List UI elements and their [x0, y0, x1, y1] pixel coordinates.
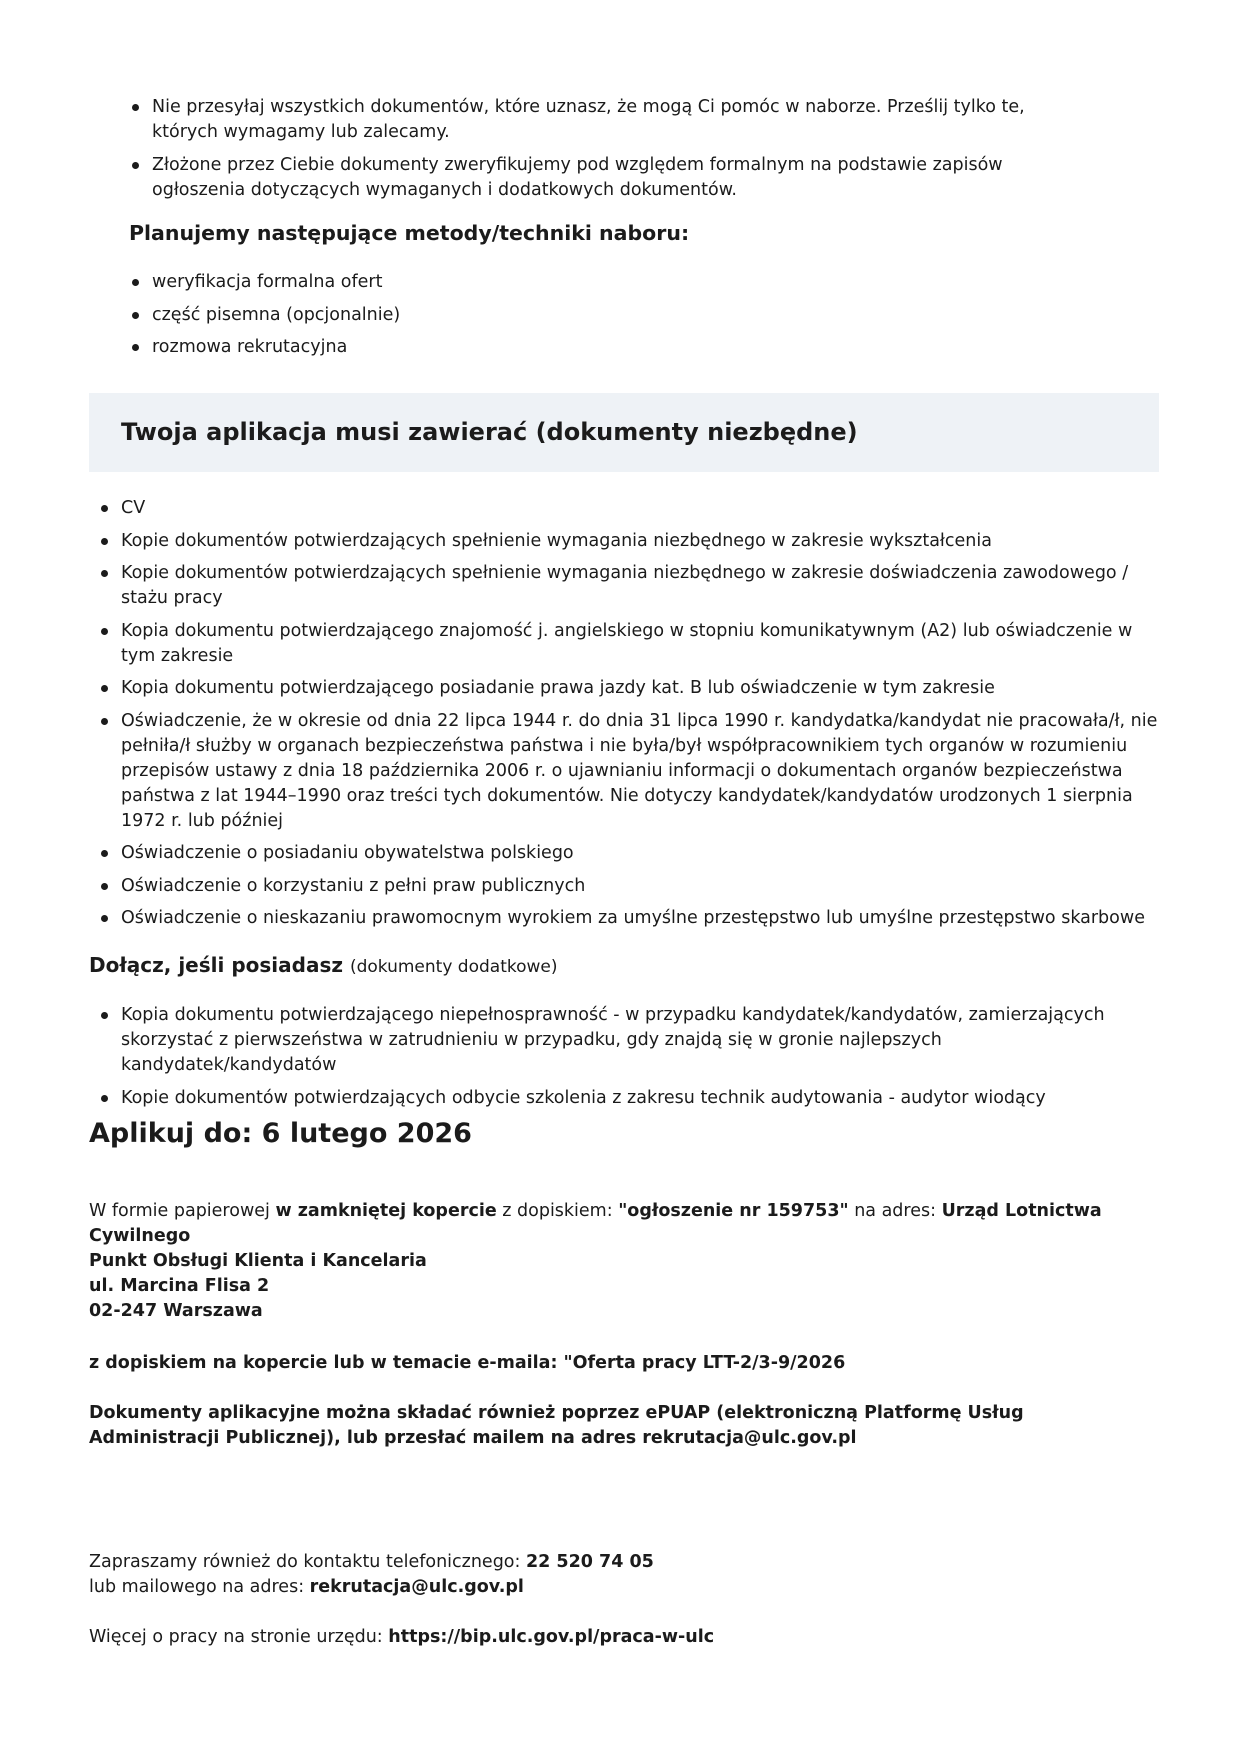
required-docs-header [89, 393, 1159, 472]
address-street: ul. Marcina Flisa 2 [89, 1276, 270, 1296]
required-docs-heading: Twoja aplikacja musi zawierać (dokumenty niezbędne) [121, 418, 858, 446]
optional-docs-list [121, 1003, 1161, 1118]
website-link[interactable]: https://bip.ulc.gov.pl/praca-w-ulc [388, 1627, 715, 1647]
deadline-heading: Aplikuj do: 6 lutego 2026 [89, 1118, 472, 1149]
list-item: Nie przesyłaj wszystkich dokumentów, które uznasz, że mogą Ci pomóc w naborze. Prześlij tylko te, których wymagamy lub zalecamy. [152, 95, 1092, 145]
address-institution: Urząd Lotnictwa Cywilnego [89, 1201, 1102, 1246]
list-item: Kopia dokumentu potwierdzającego znajomość j. angielskiego w stopniu komunikatywnym (A2) lub oświadczenie w tym zakresie [121, 619, 1161, 669]
website-info: Więcej o pracy na stronie urzędu: https://bip.ulc.gov.pl/praca-w-ulc [89, 1627, 715, 1647]
methods-list [152, 270, 1092, 368]
list-item: rozmowa rekrutacyjna [152, 335, 1092, 360]
list-item: CV [121, 496, 1161, 521]
epuap-note: Dokumenty aplikacyjne można składać również poprzez ePUAP (elektroniczną Platformę Usług Administracji Publicznej), lub przesłać mailem na adres rekrutacja@ulc.gov.pl [89, 1403, 1024, 1448]
list-item: część pisemna (opcjonalnie) [152, 303, 1092, 328]
list-item: Oświadczenie o posiadaniu obywatelstwa polskiego [121, 841, 1161, 866]
instructions-list [152, 95, 1092, 210]
list-item: Oświadczenie o nieskazaniu prawomocnym wyrokiem za umyślne przestępstwo lub umyślne przestępstwo skarbowe [121, 906, 1161, 931]
subject-note: z dopiskiem na kopercie lub w temacie e-maila: "Oferta pracy LTT-2/3-9/2026 [89, 1353, 846, 1373]
application-method-text: W formie papierowej w zamkniętej kopercie z dopiskiem: "ogłoszenie nr 159753" na adres: Urząd Lotnictwa Cywilnego Punkt Obsługi Klienta i Kancelaria ul. Marcina Flisa 2 02-247 Warszawa [89, 1201, 1102, 1321]
list-item: Złożone przez Ciebie dokumenty zweryfikujemy pod względem formalnym na podstawie zapisów ogłoszenia dotyczących wymaganych i dodatkowych dokumentów. [152, 153, 1092, 203]
list-item: weryfikacja formalna ofert [152, 270, 1092, 295]
list-item: Oświadczenie o korzystaniu z pełni praw publicznych [121, 874, 1161, 899]
optional-docs-heading [89, 953, 558, 977]
list-item: Kopie dokumentów potwierdzających spełnienie wymagania niezbędnego w zakresie doświadczenia zawodowego / stażu pracy [121, 561, 1161, 611]
list-item: Kopia dokumentu potwierdzającego niepełnosprawność - w przypadku kandydatek/kandydatów, zamierzających skorzystać z pierwszeństwa w zatrudnieniu w przypadku, gdy znajdą się w gronie najlepszych kandydatek/kandydatów [121, 1003, 1161, 1078]
required-docs-list [121, 496, 1161, 939]
address-city: 02-247 Warszawa [89, 1301, 263, 1321]
address-office: Punkt Obsługi Klienta i Kancelaria [89, 1251, 427, 1271]
optional-docs-title: Dołącz, jeśli posiadasz [89, 953, 343, 977]
contact-email-link[interactable]: rekrutacja@ulc.gov.pl [309, 1577, 524, 1597]
contact-phone: 22 520 74 05 [525, 1552, 654, 1572]
methods-heading: Planujemy następujące metody/techniki naboru: [129, 221, 690, 245]
list-item: Kopie dokumentów potwierdzających odbycie szkolenia z zakresu technik audytowania - audytor wiodący [121, 1086, 1161, 1111]
list-item: Kopie dokumentów potwierdzających spełnienie wymagania niezbędnego w zakresie wykształcenia [121, 529, 1161, 554]
list-item: Kopia dokumentu potwierdzającego posiadanie prawa jazdy kat. B lub oświadczenie w tym zakresie [121, 676, 1161, 701]
contact-info: Zapraszamy również do kontaktu telefonicznego: 22 520 74 05 lub mailowego na adres: rekrutacja@ulc.gov.pl [89, 1552, 654, 1597]
optional-docs-note: (dokumenty dodatkowe) [349, 957, 558, 977]
list-item: Oświadczenie, że w okresie od dnia 22 lipca 1944 r. do dnia 31 lipca 1990 r. kandydatka/kandydat nie pracowała/ł, nie pełniła/ł służby w organach bezpieczeństwa państwa i nie była/był współpracownikiem tych organów w rozumieniu przepisów ustawy z dnia 18 października 2006 r. o ujawnianiu informacji o dokumentach organów bezpieczeństwa państwa z lat 1944–1990 oraz treści tych dokumentów. Nie dotyczy kandydatek/kandydatów urodzonych 1 sierpnia 1972 r. lub później [121, 709, 1161, 834]
